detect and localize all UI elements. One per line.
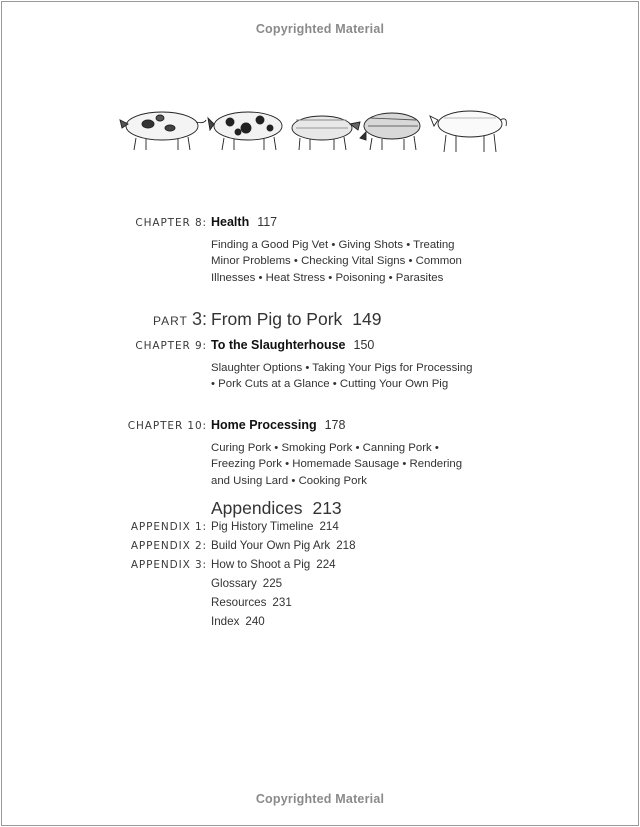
appendices-title[interactable] [211,498,342,519]
copyright-watermark-top: Copyrighted Material [255,22,385,36]
appendices-title-text: Appendices [211,498,303,518]
chapter-8-title[interactable] [211,215,277,229]
pig-2-icon [208,112,282,150]
pig-1-icon [120,112,206,150]
pig-5-icon [430,111,506,152]
appendix-1-page: 214 [319,520,339,533]
part-3-title-text: From Pig to Pork [211,309,343,329]
appendix-2-entry[interactable] [211,539,356,552]
index-page: 240 [245,615,265,628]
appendix-3-title: How to Shoot a Pig [211,558,311,571]
glossary-page: 225 [262,577,283,590]
index-title: Index [211,615,240,628]
resources-entry[interactable] [211,596,292,609]
appendix-3-label: APPENDIX 3: [130,559,207,571]
appendix-3-entry[interactable] [211,558,336,571]
index-entry[interactable] [211,615,265,628]
chapter-8-label: CHAPTER 8: [135,217,207,229]
part-3-label [153,309,207,330]
chapter-8-title-text: Health [211,215,250,229]
glossary-entry[interactable] [211,577,282,590]
appendix-3-page: 224 [316,558,336,571]
pig-4-icon [360,113,420,150]
resources-page: 231 [272,596,292,609]
copyright-watermark-bottom: Copyrighted Material [255,792,385,806]
chapter-9-topics: Slaughter Options • Taking Your Pigs for Processing • Pork Cuts at a Glance • Cutting Your Own Pig [211,362,473,391]
chapter-9-title-text: To the Slaughterhouse [211,338,346,352]
pig-illustrations [118,98,518,158]
chapter-10-topics: Curing Pork • Smoking Pork • Canning Pork • Freezing Pork • Homemade Sausage • Rendering and Using Lard • Cooking Pork [211,442,463,487]
appendix-1-label: APPENDIX 1: [130,521,207,533]
chapter-9-label: CHAPTER 9: [135,340,207,352]
appendix-2-page: 218 [336,539,356,552]
resources-title: Resources [211,596,267,609]
part-3-number: 3: [191,309,207,329]
part-3-page: 149 [352,309,382,329]
chapter-9-page: 150 [353,338,375,352]
chapter-8-topics: Finding a Good Pig Vet • Giving Shots • Treating Minor Problems • Checking Vital Signs • Common Illnesses • Heat Stress • Poisoning • Parasites [211,239,462,284]
pig-3-icon [292,116,360,150]
glossary-title: Glossary [211,577,257,590]
appendices-page: 213 [312,498,342,518]
appendix-2-label: APPENDIX 2: [130,540,207,552]
part-3-label-word: PART [152,314,188,328]
chapter-10-label: CHAPTER 10: [127,420,207,432]
chapter-8-page: 117 [257,215,278,229]
appendix-2-title: Build Your Own Pig Ark [211,539,331,552]
appendix-1-entry[interactable] [211,520,339,533]
appendix-1-title: Pig History Timeline [211,520,314,533]
chapter-10-title[interactable] [211,418,345,432]
part-3-title[interactable] [211,309,382,330]
chapter-10-title-text: Home Processing [211,418,317,432]
chapter-10-page: 178 [324,418,346,432]
chapter-9-title[interactable] [211,338,374,352]
